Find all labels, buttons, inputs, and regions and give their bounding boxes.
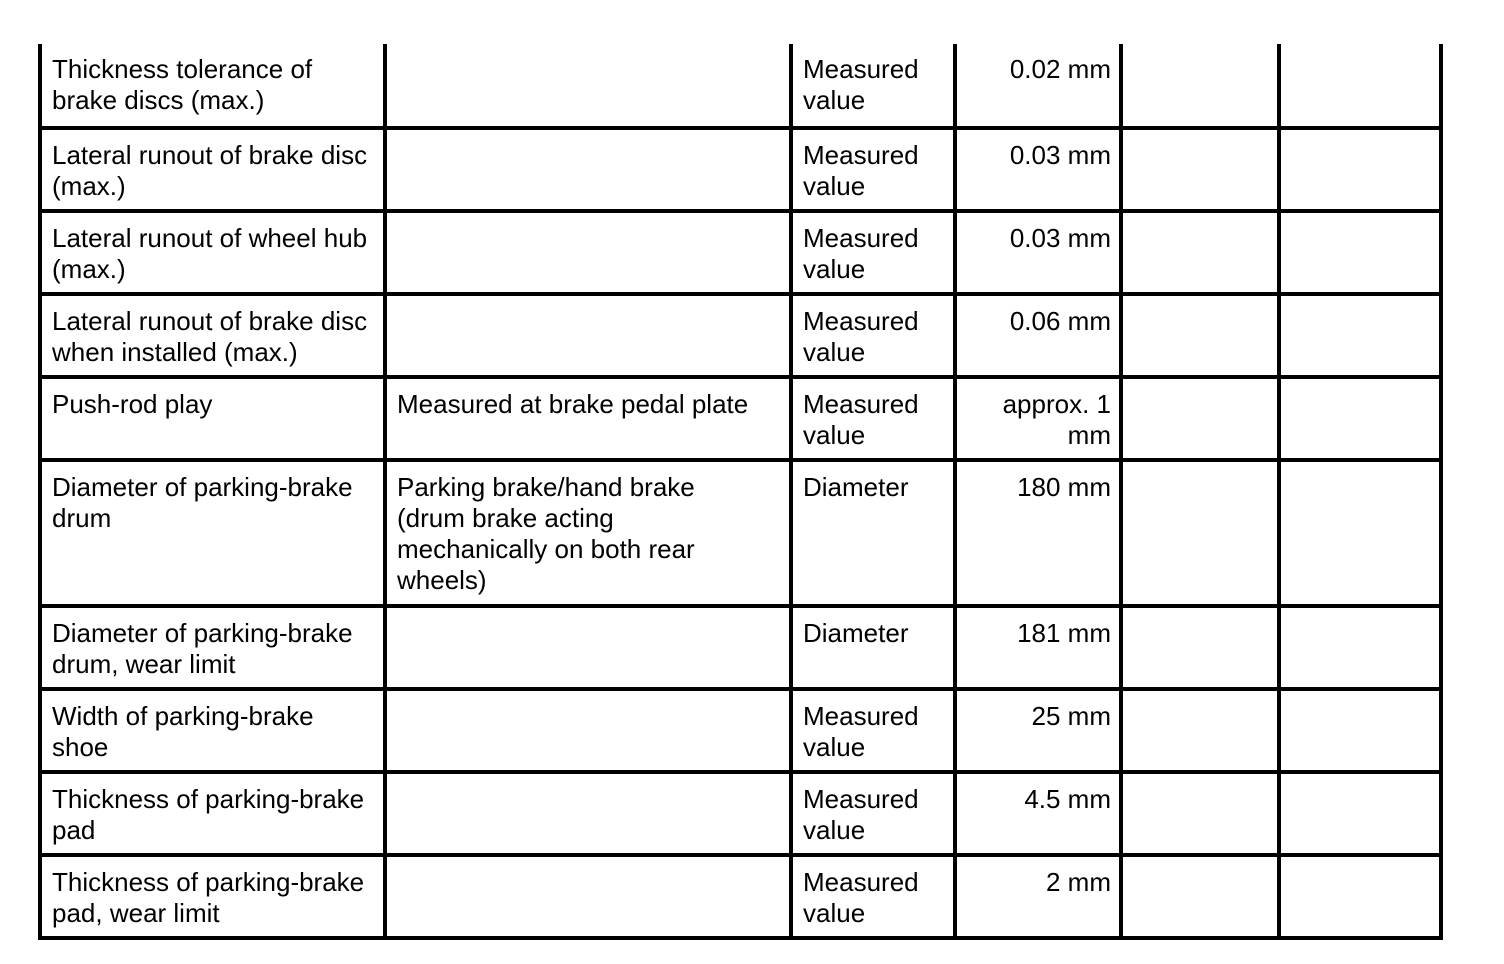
spec-name: Thickness of parking-brake pad [52,784,365,845]
spec-condition-cell [385,460,791,606]
spec-name-cell [40,772,385,855]
spec-name-cell [40,44,385,128]
spec-name-cell [40,606,385,689]
empty-cell [1121,128,1279,211]
spec-name-cell [40,128,385,211]
spec-name: Lateral runout of wheel hub (max.) [52,223,368,284]
spec-name: Diameter of parking-brake drum [52,472,353,533]
spec-type: Diameter [803,618,909,648]
empty-cell [1121,606,1279,689]
empty-cell [1121,855,1279,938]
empty-cell [1279,211,1441,294]
spec-value: 4.5 mm [1024,784,1111,814]
spec-value-cell [955,44,1121,128]
empty-cell [1121,772,1279,855]
empty-cell [1279,294,1441,377]
empty-cell [1279,460,1441,606]
empty-cell [1279,689,1441,772]
table-row [40,689,1441,772]
spec-value: 181 mm [1017,618,1111,648]
spec-type: Measured value [803,223,919,284]
spec-value-cell [955,689,1121,772]
empty-cell [1279,606,1441,689]
spec-condition: Measured at brake pedal plate [397,389,749,419]
spec-condition-cell [385,772,791,855]
spec-value-cell [955,606,1121,689]
spec-value: 0.03 mm [1009,223,1111,253]
spec-condition-cell [385,128,791,211]
empty-cell [1279,855,1441,938]
spec-condition-cell [385,855,791,938]
spec-value: 0.06 mm [1009,306,1111,336]
spec-type-cell [791,211,955,294]
empty-cell [1121,689,1279,772]
spec-value: approx. 1 mm [1002,389,1111,450]
spec-name-cell [40,377,385,460]
table-row [40,294,1441,377]
spec-type-cell [791,772,955,855]
spec-name-cell [40,211,385,294]
spec-name: Lateral runout of brake disc when installed (max.) [52,306,368,367]
empty-cell [1121,377,1279,460]
spec-type-cell [791,855,955,938]
spec-type-cell [791,689,955,772]
spec-type-cell [791,460,955,606]
spec-name-cell [40,689,385,772]
spec-type-cell [791,377,955,460]
spec-type: Measured value [803,306,919,367]
table-row [40,772,1441,855]
spec-type: Diameter [803,472,909,502]
spec-condition-cell [385,44,791,128]
spec-type: Measured value [803,784,919,845]
empty-cell [1121,211,1279,294]
table-row [40,460,1441,606]
spec-name: Diameter of parking-brake drum, wear limit [52,618,353,679]
spec-value-cell [955,211,1121,294]
spec-value: 0.02 mm [1009,54,1111,84]
spec-condition-cell [385,606,791,689]
empty-cell [1279,377,1441,460]
spec-value-cell [955,855,1121,938]
empty-cell [1279,772,1441,855]
spec-type-cell [791,606,955,689]
spec-condition-cell [385,211,791,294]
spec-name: Width of parking-brake shoe [52,701,314,762]
spec-type: Measured value [803,54,919,115]
spec-value: 180 mm [1017,472,1111,502]
table-row [40,211,1441,294]
table-row [40,44,1441,128]
spec-value-cell [955,294,1121,377]
table-row [40,377,1441,460]
table-row [40,606,1441,689]
spec-condition: Parking brake/hand brake (drum brake acting mechanically on both rear wheels) [397,472,695,595]
spec-name-cell [40,855,385,938]
table-row [40,855,1441,938]
brake-specifications-table [38,44,1443,940]
spec-condition-cell [385,377,791,460]
empty-cell [1121,44,1279,128]
spec-value: 0.03 mm [1009,140,1111,170]
spec-type-cell [791,128,955,211]
spec-value-cell [955,377,1121,460]
spec-condition-cell [385,689,791,772]
spec-value: 25 mm [1031,701,1111,731]
empty-cell [1279,44,1441,128]
spec-condition-cell [385,294,791,377]
spec-name: Thickness tolerance of brake discs (max.) [52,54,313,115]
spec-value-cell [955,128,1121,211]
spec-type: Measured value [803,140,919,201]
spec-type: Measured value [803,701,919,762]
spec-name: Thickness of parking-brake pad, wear limit [52,867,365,928]
spec-type-cell [791,294,955,377]
spec-value-cell [955,460,1121,606]
spec-value: 2 mm [1046,867,1111,897]
empty-cell [1121,294,1279,377]
spec-type: Measured value [803,867,919,928]
spec-name: Push-rod play [52,389,213,419]
spec-name-cell [40,294,385,377]
empty-cell [1279,128,1441,211]
spec-type-cell [791,44,955,128]
spec-type: Measured value [803,389,919,450]
spec-value-cell [955,772,1121,855]
table-row [40,128,1441,211]
spec-name-cell [40,460,385,606]
empty-cell [1121,460,1279,606]
spec-name: Lateral runout of brake disc (max.) [52,140,368,201]
